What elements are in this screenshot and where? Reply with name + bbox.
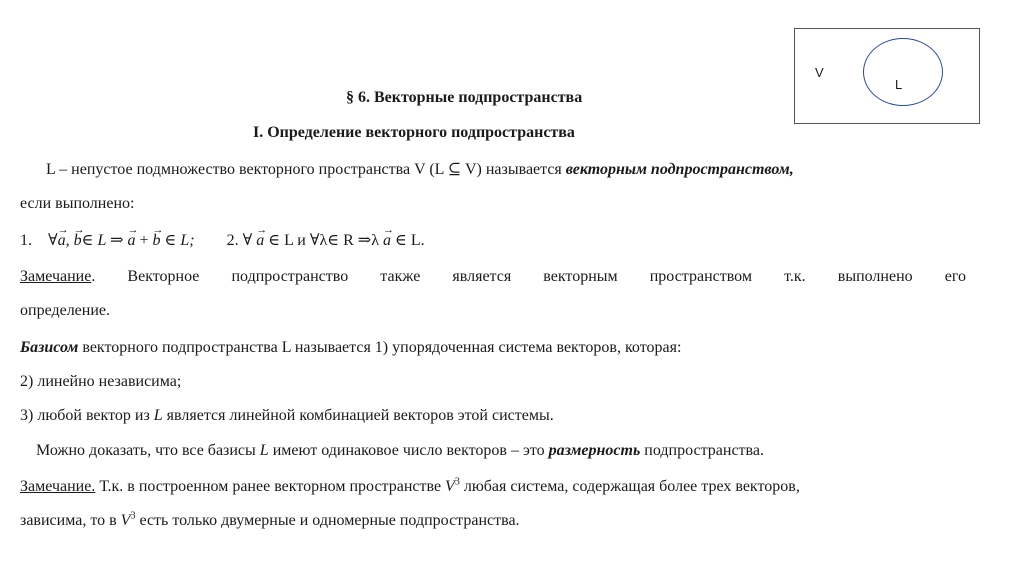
dimension-line <box>36 441 764 461</box>
basis-item-3-text: 3) любой вектор из <box>20 407 154 424</box>
remark-1-text: Векторное подпространство также является векторным пространством т.к. выполнено его <box>95 268 966 285</box>
v3-symbol: V <box>445 478 455 495</box>
v3-symbol-2: V <box>120 512 131 529</box>
diagram-l-label: L <box>895 77 903 92</box>
remark-2-label: Замечание. <box>20 478 96 495</box>
conditions-line <box>20 231 425 251</box>
diagram-v-label: V <box>815 65 824 80</box>
vector-a-3: → a <box>256 231 264 251</box>
in-l-end: ∈ L; <box>164 232 195 249</box>
plus-symbol: + <box>139 232 149 249</box>
vector-a: → a <box>58 231 66 251</box>
basis-item-3 <box>20 406 554 426</box>
basis-item-3-text-2: является линейной комбинацией векторов этой системы. <box>162 407 554 424</box>
v3-superscript: 3 <box>454 476 460 488</box>
subspace-circle <box>863 38 943 106</box>
basis-item-3-l: L <box>153 407 163 424</box>
vector-b: → b <box>74 231 82 251</box>
remark-2-line-2 <box>20 511 520 531</box>
in-l-implies: ∈ L ⇒ <box>81 232 124 249</box>
remark-1-line-1 <box>20 267 966 287</box>
remark-2-text-2: любая система, содержащая более трех векторов, <box>459 478 800 495</box>
vector-a-2: → a <box>128 231 136 251</box>
comma: , <box>65 232 70 249</box>
vector-a-4: → a <box>383 231 391 251</box>
condition-1-number: 1. <box>20 232 32 249</box>
condition-2-prefix: 2. ∀ <box>226 232 253 249</box>
condition-2-mid: ∈ L и ∀λ∈ R ⇒λ <box>268 232 379 249</box>
venn-diagram <box>794 28 980 124</box>
definition-text-2: V) называется <box>461 161 566 178</box>
remark-1-label: Замечание <box>20 268 92 285</box>
vector-b-2: → b <box>153 231 161 251</box>
remark-2-text: Т.к. в построенном ранее векторном пространстве <box>95 478 446 495</box>
basis-term: Базисом <box>20 339 79 356</box>
dimension-text-2: имеют одинаковое число векторов – это <box>268 442 549 459</box>
dimension-l: L <box>259 442 269 459</box>
remark-2-text-3: зависима, то в <box>20 512 121 529</box>
forall-symbol: ∀ <box>48 232 58 249</box>
definition-text: L – непустое подмножество векторного пространства V (L <box>46 161 448 178</box>
subset-symbol: ⊆ <box>447 161 462 178</box>
remark-1-dot: . <box>91 268 96 285</box>
definition-line-2: если выполнено: <box>20 195 135 212</box>
definition-term: векторным подпространством, <box>565 161 794 178</box>
section-subtitle: I. Определение векторного подпространства <box>253 124 575 141</box>
dimension-term: размерность <box>548 442 641 459</box>
remark-2-text-4: есть только двумерные и одномерные подпространства. <box>135 512 520 529</box>
basis-line <box>20 338 681 358</box>
basis-text: векторного подпространства L называется 1) упорядоченная система векторов, которая: <box>78 339 682 356</box>
remark-2-line-1 <box>20 477 800 497</box>
condition-2-end: ∈ L. <box>394 232 425 249</box>
basis-item-2: 2) линейно независима; <box>20 373 182 390</box>
dimension-text: Можно доказать, что все базисы <box>36 442 260 459</box>
section-title: § 6. Векторные подпространства <box>346 89 583 106</box>
v3-superscript-2: 3 <box>130 510 136 522</box>
remark-1-line-2: определение. <box>20 302 111 319</box>
dimension-text-3: подпространства. <box>640 442 764 459</box>
definition-line-1 <box>46 160 794 180</box>
